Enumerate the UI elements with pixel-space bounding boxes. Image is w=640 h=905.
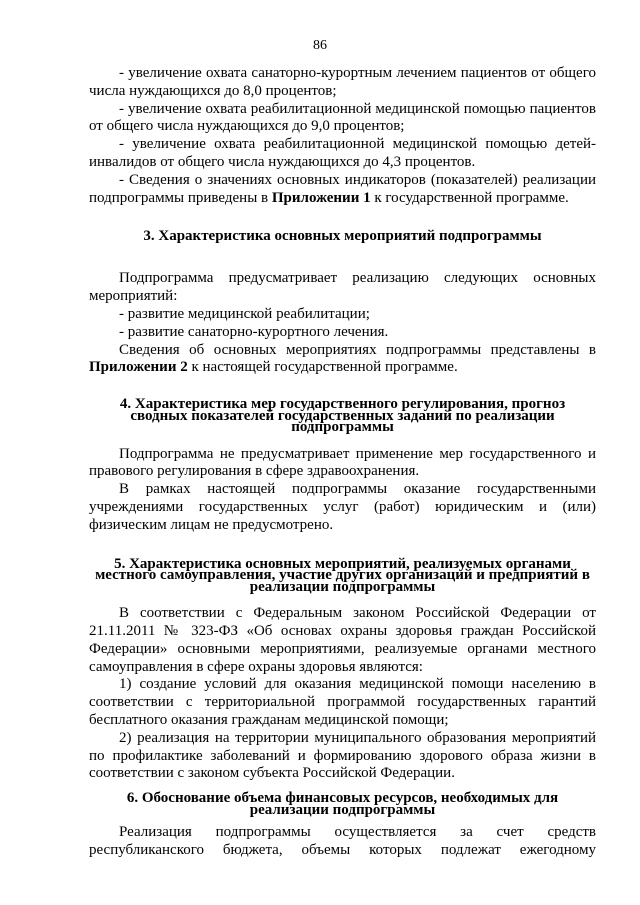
indicators-info	[89, 172, 596, 208]
section-3-info-text-end: к настоящей государственной программе.	[187, 359, 458, 376]
section-4-heading-line: сводных показателей государственных заданий по реализации	[130, 407, 555, 424]
section-6-heading-line: 6. Обоснование объема финансовых ресурсов, необходимых для	[126, 790, 559, 807]
section-4-paragraph: В рамках настоящей подпрограммы оказание государственными учреждениями государственных услуг (работ) юридическим и (или) физическим лицам не предусмотрено.	[89, 481, 596, 533]
page-number: 86	[313, 38, 327, 53]
section-4-heading	[89, 396, 596, 436]
section-6-heading-line: реализации подпрограммы	[249, 801, 436, 818]
section-5-heading-line: 5. Характеристика основных мероприятий, реализуемых органами	[114, 555, 571, 572]
indicator-item: - увеличение охвата реабилитационной медицинской помощью детей-инвалидов от общего числа нуждающихся до 4,3 процентов.	[89, 136, 596, 170]
section-3-heading: 3. Характеристика основных мероприятий подпрограммы	[143, 228, 542, 245]
appendix-2-reference: Приложении 2	[89, 359, 188, 376]
section-6-heading	[89, 790, 596, 818]
indicators-info-text-end: к государственной программе.	[370, 189, 569, 206]
appendix-1-reference: Приложении 1	[271, 189, 371, 206]
section-5-paragraph: В соответствии с Федеральным законом Российской Федерации от 21.11.2011 № 323-ФЗ «Об основах охраны здоровья граждан Российской Федерации» основными мероприятиями, реализуемые органами местного самоуправления в сфере охраны здоровья являются:	[89, 605, 596, 675]
section-5-paragraph: 1) создание условий для оказания медицинской помощи населению в соответствии с территориальной программой государственных гарантий бесплатного оказания гражданам медицинской помощи;	[89, 676, 596, 728]
document-body	[89, 65, 596, 860]
section-4-heading-line: подпрограммы	[291, 419, 394, 436]
section-3-info-text: Сведения об основных мероприятиях подпрограммы представлены в	[119, 341, 596, 358]
section-4-paragraph: Подпрограмма не предусматривает применение мер государственного и правового регулирования в сфере здравоохранения.	[89, 445, 596, 480]
section-3-intro: Подпрограмма предусматривает реализацию следующих основных мероприятий:	[89, 270, 596, 305]
section-4-heading-line: 4. Характеристика мер государственного регулирования, прогноз	[119, 396, 566, 413]
section-6-paragraph: Реализация подпрограммы осуществляется за счет средств республиканского бюджета, объемы которых подлежат ежегодному	[89, 824, 596, 858]
indicators-info-text: - Сведения о значениях основных индикаторов (показателей) реализации подпрограммы приведены в	[89, 171, 596, 206]
section-3-info	[89, 342, 596, 378]
section-3-item: - развитие санаторно-курортного лечения.	[119, 323, 389, 340]
section-5-heading	[89, 555, 596, 595]
section-5-heading-line: местного самоуправления, участие других организаций и предприятий в	[95, 567, 590, 584]
section-5-heading-line: реализации подпрограммы	[249, 578, 436, 595]
section-3-item: - развитие медицинской реабилитации;	[119, 305, 370, 322]
indicator-item: - увеличение охвата реабилитационной медицинской помощью пациентов от общего числа нуждающихся до 9,0 процентов;	[89, 100, 596, 135]
section-5-paragraph: 2) реализация на территории муниципального образования мероприятий по профилактике заболеваний и формированию здорового образа жизни в соответствии с законом субъекта Российской Федерации.	[89, 729, 596, 782]
indicator-item: - увеличение охвата санаторно-курортным лечением пациентов от общего числа нуждающихся до 8,0 процентов;	[89, 65, 596, 99]
